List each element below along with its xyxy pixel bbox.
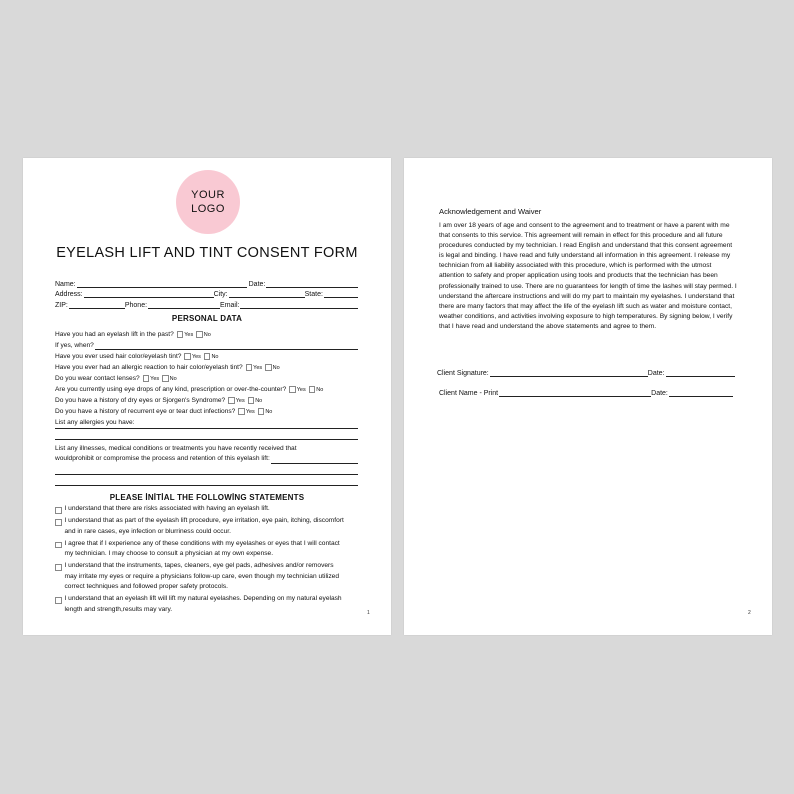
yes-label: Yes (245, 408, 255, 415)
name-label: Name: (55, 280, 76, 288)
yes-label: Yes (184, 331, 194, 338)
question-text: Have you ever used hair color/eyelash tint? (55, 353, 182, 360)
print-name-date-field[interactable] (669, 389, 733, 397)
yes-label: Yes (235, 397, 245, 404)
yes-checkbox[interactable] (143, 375, 150, 382)
state-label: State: (304, 291, 323, 298)
question-text: Do you wear contact lenses? (55, 375, 140, 382)
statement-item (55, 561, 345, 592)
yes-checkbox[interactable] (238, 408, 245, 415)
no-label: No (255, 397, 263, 404)
statement-item (55, 594, 345, 615)
initial-statements-heading: PLEASE İNİTİAL THE FOLLOWİNG STATEMENTS (109, 493, 305, 502)
question-row (55, 340, 358, 351)
yes-label: Yes (191, 353, 201, 360)
no-label: No (211, 353, 219, 360)
question-text: Have you had an eyelash lift in the past? (55, 331, 174, 338)
consent-form-page-1 (23, 158, 391, 635)
no-checkbox[interactable] (162, 375, 169, 382)
statement-item (55, 539, 345, 560)
date-label: Date: (647, 370, 665, 377)
illness-text-line1: List any illnesses, medical conditions or treatments you have recently received that (55, 445, 297, 452)
address-label: Address: (55, 291, 83, 298)
illness-field-line[interactable] (55, 464, 358, 475)
zip-field[interactable] (69, 301, 125, 309)
question-row (55, 417, 358, 429)
question-text: Do you have a history of dry eyes or Sjorgen's Syndrome? (55, 397, 226, 404)
yes-label: Yes (296, 386, 306, 393)
no-label: No (316, 386, 324, 393)
no-checkbox[interactable] (309, 386, 316, 393)
question-row (55, 329, 358, 340)
statement-item (55, 504, 345, 514)
allergies-field-line[interactable] (55, 429, 358, 440)
initial-checkbox[interactable] (55, 542, 62, 549)
statement-text: I agree that if I experience any of these conditions with my eyelashes or eyes that I will contact my technician. I may choose to consult a physician at my own expense. (64, 539, 340, 558)
yes-checkbox[interactable] (184, 353, 191, 360)
question-text: List any allergies you have: (55, 419, 135, 426)
initial-checkbox[interactable] (55, 507, 62, 514)
statement-text: I understand that an eyelash lift will lift my natural eyelashes. Depending on my natural eyelash length and strength,results may vary. (64, 595, 342, 613)
logo-placeholder (176, 170, 240, 234)
logo-text-line2: LOGO (191, 203, 225, 215)
statement-text: I understand that there are risks associated with having an eyelash lift. (64, 505, 270, 512)
statement-item (55, 516, 345, 537)
question-text: Have you ever had an allergic reaction to hair color/eyelash tint? (55, 364, 243, 371)
city-field[interactable] (229, 290, 305, 298)
phone-field[interactable] (148, 301, 220, 309)
no-checkbox[interactable] (258, 408, 265, 415)
initial-checkbox[interactable] (55, 564, 62, 571)
question-row (55, 395, 358, 406)
client-name-field[interactable] (499, 389, 651, 397)
phone-label: Phone: (124, 301, 148, 309)
acknowledgement-heading: Acknowledgement and Waiver (439, 207, 542, 216)
yes-checkbox[interactable] (228, 397, 235, 404)
yes-checkbox[interactable] (289, 386, 296, 393)
client-signature-field[interactable] (490, 369, 648, 377)
city-label: City: (213, 291, 228, 298)
question-row (55, 362, 358, 373)
question-text: Do you have a history of recurrent eye or tear duct infections? (55, 408, 236, 415)
no-label: No (272, 364, 280, 371)
no-checkbox[interactable] (248, 397, 255, 404)
question-row (55, 406, 358, 417)
initial-checkbox[interactable] (55, 519, 62, 526)
illness-question (55, 444, 358, 486)
illness-text-line2: wouldprohibit or compromise the process and retention of this eyelash lift: (55, 454, 270, 462)
no-checkbox[interactable] (265, 364, 272, 371)
zip-label: ZIP: (55, 301, 68, 309)
question-text: Are you currently using eye drops of any kind, prescription or over-the-counter? (55, 386, 287, 393)
page-number: 2 (748, 610, 751, 616)
date-label: Date: (651, 390, 668, 397)
personal-data-heading: PERSONAL DATA (171, 314, 243, 323)
signature-row (437, 367, 735, 377)
email-label: Email: (220, 301, 240, 309)
statement-text: I understand that the instruments, tapes, cleaners, eye gel pads, adhesives and/or removers may irritate my eyes or require a physicians follow-up care, even though my technician utilized correct techniques and followed proper safety protocols. (64, 562, 340, 591)
form-title: EYELASH LIFT AND TINT CONSENT FORM (56, 245, 358, 261)
no-label: No (203, 331, 211, 338)
when-field[interactable] (95, 342, 358, 350)
acknowledgement-body: I am over 18 years of age and consent to the agreement and to treatment or have a parent with me that consents to this service. This agreement will remain in effect for this procedure and all future procedures conducted by my technician. I read English and understand that this consent agreement is legal and binding. I have read and fully understand all information in this agreement. I release my technician from all liability associated with this procedure, which is performed with the utmost attention to safety and proper application using tools and products that the technician has been professionally trained to use. There are no guarantees for length of time the lashes will stay permed. I understand the aftercare instructions and will do my part to maintain my eyelashes. I understand that there are many factors that may affect the life of the eyelash lift such as water and moisture contact, weather conditions, and activities involving exposure to high temperatures. By signing below, I verify that I have read and understand the above statements and agree to them. (439, 222, 737, 330)
question-row (55, 384, 358, 395)
statement-text: I understand that as part of the eyelash lift procedure, eye irritation, eye pain, itching, discomfort and in rare cases, eye infection or blurriness could occur. (64, 517, 344, 535)
logo-text-line1: YOUR (191, 189, 225, 201)
email-field[interactable] (240, 301, 358, 309)
question-row (55, 373, 358, 384)
no-label: No (265, 408, 273, 415)
yes-checkbox[interactable] (177, 331, 184, 338)
signature-date-field[interactable] (666, 369, 736, 377)
initial-checkbox[interactable] (55, 597, 62, 604)
date-field[interactable] (266, 280, 358, 288)
initial-statements-list (55, 504, 345, 617)
print-name-row (439, 387, 733, 397)
page-number: 1 (367, 610, 370, 616)
personal-questions (55, 329, 358, 440)
client-info-fields (55, 277, 358, 309)
client-signature-label: Client Signature: (437, 370, 489, 377)
address-field[interactable] (84, 290, 214, 298)
yes-checkbox[interactable] (246, 364, 253, 371)
state-field[interactable] (324, 290, 358, 298)
date-label: Date: (248, 280, 266, 288)
yes-label: Yes (253, 364, 263, 371)
no-label: No (169, 375, 177, 382)
illness-field[interactable] (271, 456, 358, 464)
no-checkbox[interactable] (204, 353, 211, 360)
yes-label: Yes (150, 375, 160, 382)
no-checkbox[interactable] (196, 331, 203, 338)
consent-form-page-2 (404, 158, 772, 635)
name-field[interactable] (77, 280, 247, 288)
question-text: If yes, when? (55, 342, 94, 349)
illness-text-row (55, 454, 358, 464)
client-name-label: Client Name - Print (439, 390, 499, 397)
illness-field-line[interactable] (55, 475, 358, 486)
question-row (55, 351, 358, 362)
